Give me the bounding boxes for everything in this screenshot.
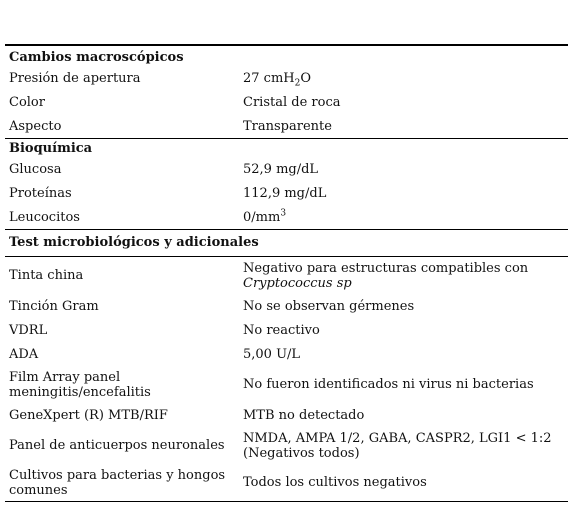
row-value: Transparente — [243, 118, 332, 134]
table-row — [5, 157, 568, 181]
row-value: 112,9 mg/dL — [243, 185, 327, 201]
table-row — [5, 66, 568, 90]
row-label: Proteínas — [9, 185, 72, 201]
row-value: MTB no detectado — [243, 407, 365, 423]
row-value: No se observan gérmenes — [243, 298, 415, 314]
table-row — [5, 403, 568, 427]
row-label: ADA — [9, 346, 39, 362]
row-value: Cristal de roca — [243, 94, 341, 110]
csf-results-table — [5, 44, 568, 502]
table-row — [5, 342, 568, 366]
row-label: Color — [9, 94, 45, 110]
row-value: No reactivo — [243, 322, 320, 338]
row-label: Presión de apertura — [9, 70, 141, 86]
row-value: $0/mm^3$ — [243, 208, 287, 225]
section-title-macroscopic: Cambios macroscópicos — [5, 44, 568, 66]
row-label: Tinción Gram — [9, 298, 99, 314]
table-row — [5, 294, 568, 318]
table-row — [5, 427, 568, 464]
row-label: Tinta china — [9, 268, 84, 283]
row-label: Leucocitos — [9, 209, 80, 225]
section-title-microbiology: Test microbiológicos y adicionales — [5, 229, 568, 257]
row-value: Todos los cultivos negativos — [243, 475, 427, 490]
table-row — [5, 257, 568, 294]
table-row — [5, 205, 568, 229]
table-row — [5, 464, 568, 502]
row-value: 27 cmH$_2$O — [243, 70, 312, 89]
table-row — [5, 114, 568, 138]
table-row — [5, 366, 568, 403]
row-label: Cultivos para bacterias y hongos comunes — [9, 467, 226, 498]
row-label: GeneXpert (R) MTB/RIF — [9, 407, 168, 423]
section-title-biochemistry: Bioquímica — [5, 138, 568, 157]
row-label: Film Array panel meningitis/encefalitis — [9, 369, 151, 400]
row-value: No fueron identificados ni virus ni bacterias — [243, 377, 534, 392]
row-label: Aspecto — [9, 118, 62, 134]
row-label: Panel de anticuerpos neuronales — [9, 438, 225, 453]
table-row — [5, 90, 568, 114]
row-value: Negativo para estructuras compatibles con Cryptococcus sp — [243, 260, 529, 291]
row-value: 52,9 mg/dL — [243, 161, 319, 177]
row-label: VDRL — [9, 322, 48, 338]
row-label: Glucosa — [9, 161, 62, 177]
row-value: 5,00 U/L — [243, 346, 301, 362]
table-row — [5, 318, 568, 342]
table-row — [5, 181, 568, 205]
row-value: NMDA, AMPA 1/2, GABA, CASPR2, LGI1 < 1:2 (Negativos todos) — [243, 430, 552, 461]
